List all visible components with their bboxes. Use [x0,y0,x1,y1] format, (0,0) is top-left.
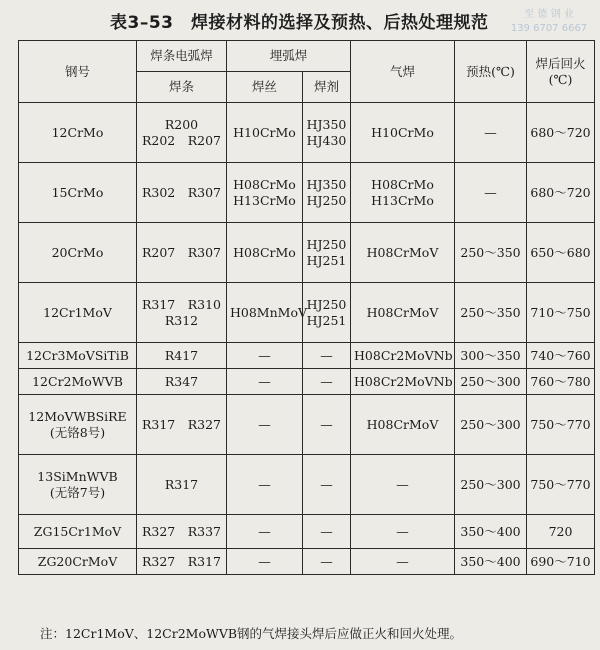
cell-preheat: — [455,163,527,223]
cell-wire [227,283,308,343]
cell-preheat: 250～350 [455,283,527,343]
table-body [19,103,595,575]
cell-wire-line: H13CrMo [233,192,296,208]
cell-gas-line: H08CrMoV [366,244,439,260]
cell-steel-line: 12Cr2MoWVB [32,373,123,389]
cell-steel [19,163,137,223]
cell-rod [137,223,227,283]
cell-steel [19,515,137,549]
cell-flux [303,343,351,369]
header-postheat-unit: (℃) [548,71,573,87]
cell-steel-line: 12Cr3MoVSiTiB [26,347,129,363]
cell-flux-line: — [320,523,333,539]
header-postheat [527,41,595,103]
cell-rod-line: R317 R310 [141,296,222,312]
cell-preheat: 250～350 [455,223,527,283]
cell-wire-line: — [258,373,271,389]
cell-wire-line: H08MnMoV [230,304,308,320]
header-gas-welding: 气焊 [351,41,455,103]
cell-gas [351,103,455,163]
watermark [500,8,598,36]
cell-flux-line: — [320,476,333,492]
cell-gas [351,283,455,343]
cell-flux-line: HJ350 [306,116,347,132]
cell-temper: 680～720 [527,103,595,163]
cell-gas-line: — [396,476,409,492]
cell-flux-line: HJ250 [306,236,347,252]
cell-gas [351,343,455,369]
cell-preheat: — [455,103,527,163]
cell-wire [227,223,303,283]
cell-flux [303,103,351,163]
table-row [19,395,595,455]
cell-gas [351,163,455,223]
table-note: 注：12Cr1MoV、12Cr2MoWVB钢的气焊接头焊后应做正火和回火处理。 [40,626,463,641]
cell-gas-line: — [396,553,409,569]
cell-gas-line: — [396,523,409,539]
cell-flux [303,223,351,283]
cell-temper: 710～750 [527,283,595,343]
header-submerged-arc: 埋弧焊 [227,41,351,72]
header-arc-welding: 焊条电弧焊 [137,41,227,72]
table-row [19,455,595,515]
cell-rod [137,455,227,515]
welding-spec-table [18,40,595,575]
cell-wire-line: — [258,416,271,432]
header-row [19,41,595,72]
cell-steel-line: 12Cr1MoV [43,304,112,320]
cell-rod-line: R200 [164,116,199,132]
cell-temper: 680～720 [527,163,595,223]
header-steel: 钢号 [19,41,137,103]
header-preheat: 预热(℃) [455,41,527,103]
cell-preheat: 350～400 [455,549,527,575]
cell-gas [351,369,455,395]
cell-rod [137,103,227,163]
cell-preheat: 350～400 [455,515,527,549]
watermark-line: 139 6707 6667 [510,23,588,34]
cell-wire [227,103,303,163]
cell-flux-line: HJ430 [306,132,347,148]
cell-flux-line: HJ251 [306,252,347,268]
cell-rod-line: R327 R317 [141,553,222,569]
cell-wire-line: — [258,347,271,363]
cell-rod [137,395,227,455]
cell-steel-line: 12CrMo [51,124,104,140]
cell-flux [303,283,351,343]
cell-temper: 690～710 [527,549,595,575]
cell-wire [227,455,303,515]
table-row [19,369,595,395]
cell-steel-line: 15CrMo [51,184,104,200]
cell-flux [303,395,351,455]
cell-flux-line: HJ251 [306,312,347,328]
cell-steel [19,223,137,283]
cell-rod-line: R207 R307 [141,244,222,260]
cell-steel-line: (无铬7号) [49,484,106,500]
cell-flux [303,455,351,515]
cell-gas-line: H08Cr2MoVNb [354,373,453,389]
table-row [19,103,595,163]
table-row [19,283,595,343]
table-title: 表3–53 焊接材料的选择及预热、后热处理规范 [110,13,489,33]
cell-flux-line: HJ250 [306,296,347,312]
cell-flux-line: — [320,373,333,389]
cell-steel [19,395,137,455]
cell-wire [227,515,303,549]
header-rod: 焊条 [137,72,227,103]
cell-gas-line: H08CrMo [371,176,434,192]
header-flux: 焊剂 [303,72,351,103]
cell-gas [351,549,455,575]
cell-preheat: 250～300 [455,455,527,515]
cell-wire-line: H08CrMo [233,244,296,260]
cell-rod-line: R317 [164,476,199,492]
cell-wire [227,549,303,575]
cell-rod-line: R202 R207 [141,132,222,148]
cell-wire-line: — [258,553,271,569]
cell-steel [19,283,137,343]
cell-steel-line: 12MoVWBSiRE [28,408,127,424]
cell-flux [303,163,351,223]
cell-temper: 760～780 [527,369,595,395]
cell-gas [351,395,455,455]
cell-wire [227,369,303,395]
cell-rod [137,163,227,223]
cell-temper: 750～770 [527,395,595,455]
cell-steel-line: ZG20CrMoV [37,553,118,569]
cell-rod [137,369,227,395]
table-row [19,163,595,223]
cell-flux-line: — [320,416,333,432]
cell-preheat: 250～300 [455,395,527,455]
cell-gas [351,515,455,549]
table-row [19,515,595,549]
cell-gas-line: H08CrMoV [366,416,439,432]
cell-flux-line: — [320,347,333,363]
cell-rod-line: R417 [164,347,199,363]
cell-flux-line: — [320,553,333,569]
cell-flux [303,369,351,395]
cell-rod [137,283,227,343]
cell-rod [137,549,227,575]
cell-steel [19,103,137,163]
cell-gas [351,223,455,283]
cell-temper: 750～770 [527,455,595,515]
cell-rod-line: R347 [164,373,199,389]
cell-wire-line: H10CrMo [233,124,296,140]
watermark-line: 至 德 钢 业 [524,9,574,20]
cell-gas-line: H08CrMoV [366,304,439,320]
cell-gas-line: H13CrMo [371,192,434,208]
cell-steel [19,343,137,369]
cell-gas-line: H08Cr2MoVNb [354,347,453,363]
cell-flux [303,549,351,575]
cell-temper: 720 [527,515,595,549]
header-wire: 焊丝 [227,72,303,103]
cell-steel-line: 20CrMo [51,244,104,260]
cell-gas-line: H10CrMo [371,124,434,140]
cell-preheat: 300～350 [455,343,527,369]
cell-steel-line: 13SiMnWVB [37,468,118,484]
cell-steel [19,455,137,515]
cell-rod-line: R327 R337 [141,523,222,539]
cell-temper: 740～760 [527,343,595,369]
table-row [19,549,595,575]
cell-gas [351,455,455,515]
table-row [19,223,595,283]
cell-wire [227,343,303,369]
cell-rod-line: R302 R307 [141,184,222,200]
cell-rod-line: R312 [164,312,199,328]
cell-preheat: 250～300 [455,369,527,395]
cell-wire-line: — [258,523,271,539]
header-postheat-line: 焊后回火 [535,55,586,71]
cell-flux [303,515,351,549]
cell-wire [227,395,303,455]
cell-steel [19,369,137,395]
cell-wire [227,163,303,223]
cell-steel-line: ZG15Cr1MoV [33,523,122,539]
cell-steel [19,549,137,575]
cell-temper: 650～680 [527,223,595,283]
cell-rod [137,515,227,549]
cell-wire-line: — [258,476,271,492]
cell-rod-line: R317 R327 [141,416,222,432]
cell-wire-line: H08CrMo [233,176,296,192]
cell-steel-line: (无铬8号) [49,424,106,440]
cell-rod [137,343,227,369]
cell-flux-line: HJ250 [306,192,347,208]
table-row [19,343,595,369]
cell-flux-line: HJ350 [306,176,347,192]
